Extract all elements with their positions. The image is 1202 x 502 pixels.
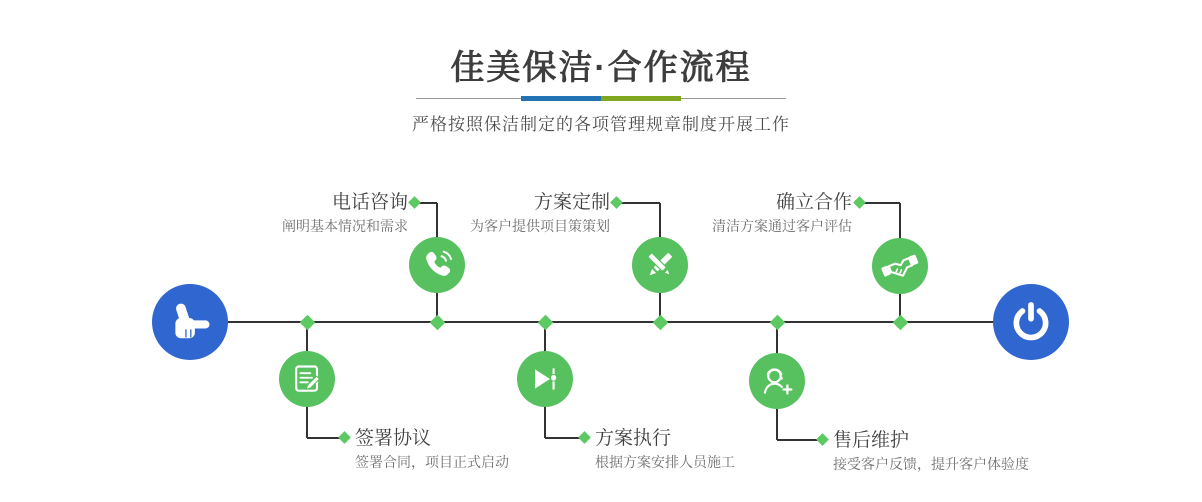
end-endpoint-circle	[993, 284, 1069, 360]
step-desc: 阐明基本情况和需求	[282, 218, 408, 234]
label-diamond	[610, 196, 623, 209]
crossed-pencils-icon	[640, 245, 680, 285]
power-icon	[1005, 296, 1057, 348]
step-label: 方案执行	[595, 428, 672, 449]
timeline-node-diamond	[538, 315, 554, 331]
step-circle-plan	[632, 237, 688, 293]
step-desc: 签署合同，项目正式启动	[355, 454, 509, 470]
timeline-node-diamond	[893, 315, 909, 331]
label-diamond	[578, 431, 591, 444]
step-label: 方案定制	[533, 192, 610, 213]
divider-blue-segment	[521, 96, 601, 101]
step-label: 售后维护	[833, 430, 910, 451]
timeline-main-line	[228, 321, 994, 323]
customer-service-icon	[757, 361, 797, 401]
step-circle-contract	[279, 351, 335, 407]
page-subtitle: 严格按照保洁制定的各项管理规章制度开展工作	[412, 115, 790, 134]
step-circle-aftersale	[749, 353, 805, 409]
label-diamond	[853, 196, 866, 209]
step-desc: 接受客户反馈，提升客户体验度	[833, 456, 1029, 472]
header	[0, 0, 1202, 134]
step-label-block	[833, 430, 1029, 473]
label-diamond	[338, 431, 351, 444]
step-desc: 根据方案安排人员施工	[595, 454, 735, 470]
step-circle-execution	[517, 351, 573, 407]
step-circle-cooperation	[872, 238, 928, 294]
label-diamond	[408, 196, 421, 209]
step-label-block	[355, 428, 509, 471]
timeline-node-diamond	[430, 315, 446, 331]
step-label-block	[712, 192, 852, 235]
handshake-icon	[879, 245, 921, 287]
step-label-block	[595, 428, 735, 471]
step-label-block	[470, 192, 610, 235]
timeline-node-diamond	[300, 315, 316, 331]
step-label: 签署协议	[355, 428, 432, 449]
step-label: 电话咨询	[331, 192, 408, 213]
timeline-node-diamond	[653, 315, 669, 331]
pointing-hand-icon	[164, 296, 216, 348]
connector-stub	[617, 202, 660, 204]
step-desc: 清洁方案通过客户评估	[712, 218, 852, 234]
step-circle-phone	[409, 237, 465, 293]
start-endpoint-circle	[152, 284, 228, 360]
step-label: 确立合作	[775, 192, 852, 213]
divider-green-segment	[601, 96, 681, 101]
play-slider-icon	[525, 359, 565, 399]
page-title: 佳美保洁·合作流程	[450, 49, 752, 87]
step-label-block	[282, 192, 408, 235]
timeline-node-diamond	[770, 315, 786, 331]
contract-pen-icon	[287, 359, 327, 399]
label-diamond	[816, 433, 829, 446]
title-divider	[416, 96, 786, 101]
step-desc: 为客户提供项目策策划	[470, 218, 610, 234]
phone-icon	[417, 245, 457, 285]
